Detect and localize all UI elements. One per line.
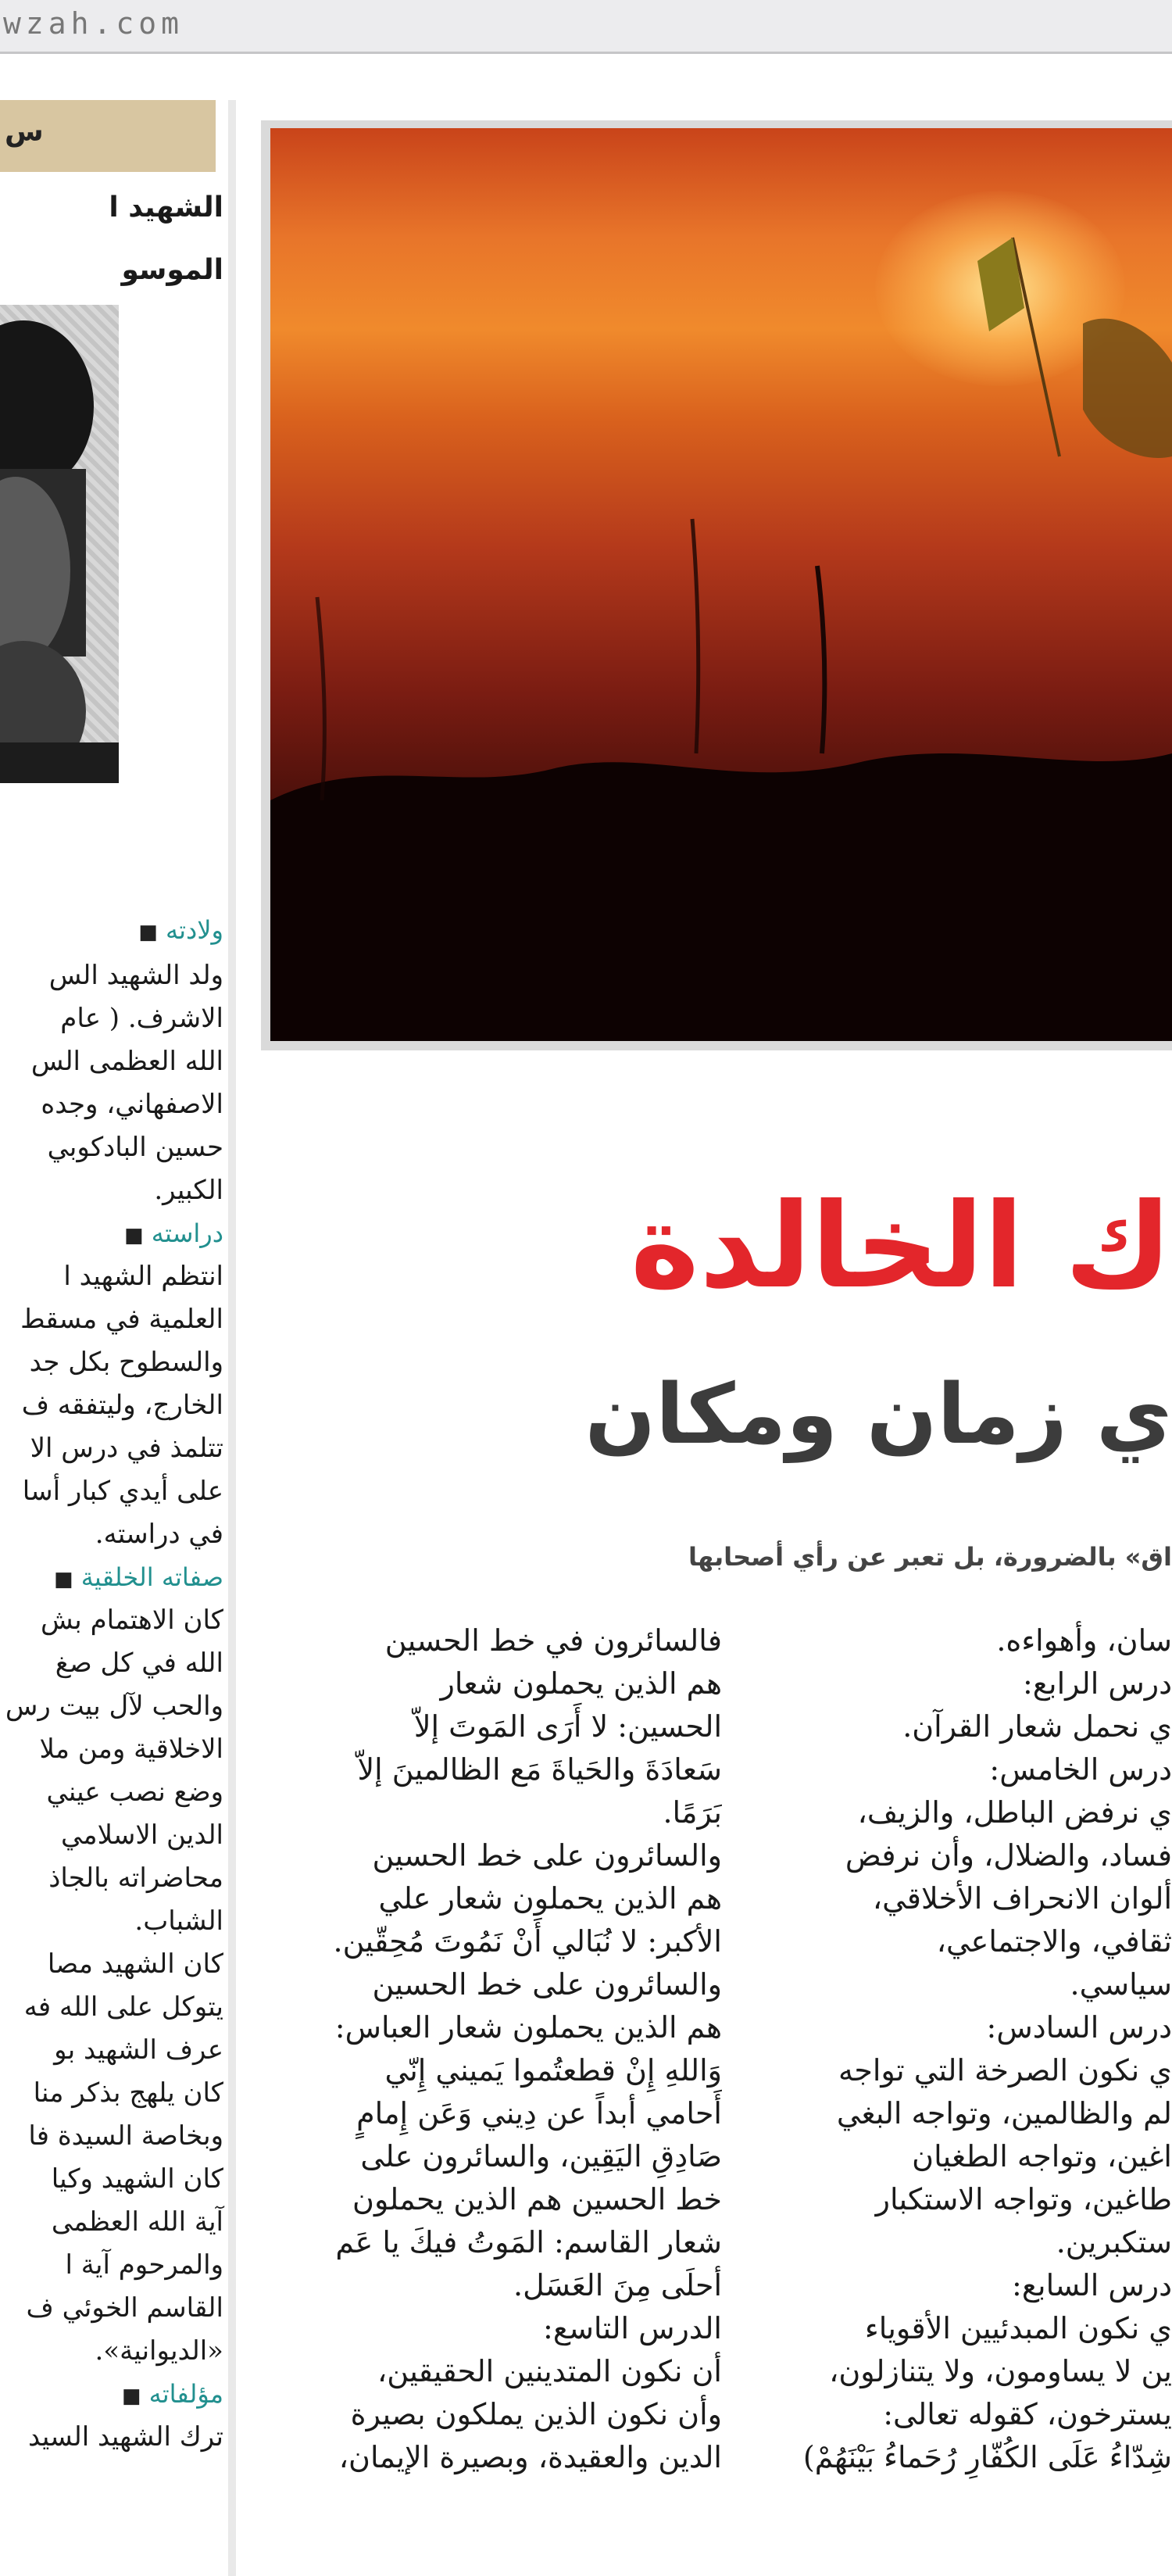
traits-line: الشباب. [134,1905,223,1937]
study-line: العلمية في مسقط [20,1304,223,1335]
traits-line: والحب لآل بيت رس [5,1690,223,1722]
traits-line: آية الله العظمى [51,2206,223,2238]
column-divider [228,100,236,2576]
study-line: والسطوح بكل جد [29,1347,223,1378]
headline-main: ك الخالدة [630,1179,1172,1315]
article-line: هم الذين يحملون شعار [440,1666,722,1701]
article-line: شِدّاءُ عَلَى الكُفّارِ رُحَماءُ بَيْنَهُمْ) [802,2440,1172,2474]
birth-line: الاصفهاني، وجده [41,1089,223,1120]
article-line: اغين، وتواجه الطغيان [912,2139,1172,2174]
birth-line: الكبير. [154,1175,223,1206]
portrait-photo [0,305,119,783]
sidebar-title-band [0,100,216,172]
study-line: الخارج، وليتفقه ف [21,1390,223,1421]
traits-line: الله في كل صغ [55,1648,223,1679]
traits-line: وبخاصة السيدة فا [28,2120,223,2152]
left-sidebar-article [0,100,227,2576]
article-line: والسائرون على خط الحسين [372,1967,722,2002]
article-line: يسترخون، كقوله تعالى: [883,2397,1172,2431]
traits-line: الاخلاقية ومن ملا [39,1733,223,1765]
article-line: شعار القاسم: المَوتُ فيكَ يا عَم [335,2225,722,2259]
article-line: هم الذين يحملون شعار علي [378,1881,722,1916]
traits-line: محاضراته بالجاذ [48,1862,223,1894]
traits-line: كان الاهتمام بش [40,1605,223,1636]
traits-line: يتوكل على الله فه [23,1991,223,2023]
section-heading-works: مؤلفاته ■ [121,2379,223,2409]
traits-line: كان الشهيد مصا [47,1948,223,1980]
browser-address-bar[interactable] [0,0,1172,54]
article-line: خط الحسين هم الذين يحملون [352,2182,722,2216]
article-line: هم الذين يحملون شعار العباس: [334,2010,722,2045]
url-text: wzah.com [3,6,184,41]
sidebar-title-line: الشهيد ا [109,191,223,224]
portrait-figure [0,305,119,783]
article-line: ثقافي، والاجتماعي، [936,1924,1172,1959]
traits-line: «الديوانية». [95,2335,223,2367]
headline-sub: ي زمان ومكان [584,1366,1172,1462]
study-line: انتظم الشهيد ا [63,1261,223,1292]
section-heading-traits: صفاته الخلقية ■ [54,1562,223,1592]
article-line: الدين والعقيدة، وبصيرة الإيمان، [338,2440,722,2474]
study-line: تتلمذ في درس الا [30,1433,223,1464]
article-line: سَعادَةَ والحَياةَ مَع الظالمينَ إلاّ [357,1752,722,1787]
hero-image [270,128,1172,1041]
article-line: درس الخامس: [989,1752,1172,1787]
traits-line: الدين الاسلامي [61,1819,223,1851]
article-line: بَرَمًا. [663,1795,722,1830]
article-line: فالسائرون في خط الحسين [384,1623,722,1658]
traits-line: عرف الشهيد بو [54,2034,223,2066]
article-line: والسائرون على خط الحسين [372,1838,722,1873]
article-line: الحسين: لا أَرَى المَوتَ إلاّ [413,1709,722,1744]
article-line: فساد، والضلال، وأن نرفض [845,1838,1172,1873]
hero-silhouettes [270,128,1172,1041]
article-line: أحلَى مِنَ العَسَل. [513,2268,722,2302]
article-line: الأكبر: لا نُبَالي أَنْ نَمُوتَ مُحِقّين. [333,1924,722,1959]
study-line: على أيدي كبار أسا [22,1476,223,1507]
traits-line: كان الشهيد وكيا [51,2163,223,2195]
article-line: طاغين، وتواجه الاستكبار [875,2182,1172,2216]
article-line: ألوان الانحراف الأخلاقي، [872,1881,1172,1916]
article-line: درس الرابع: [1022,1666,1172,1701]
works-line: ترك الشهيد السيد [27,2421,223,2453]
article-line: درس السادس: [986,2010,1172,2045]
article-line: صَادِقِ اليَقِين، والسائرون على [360,2139,722,2174]
birth-line: الاشرف. ( عام [60,1003,223,1034]
article-column-inner [264,1619,722,2576]
sidebar-title-line: الموسو [121,254,223,286]
traits-line: القاسم الخوئي ف [26,2292,223,2324]
study-line: في دراسته. [95,1519,223,1550]
band-text: س [5,116,44,148]
article-line: وأن نكون الذين يملكون بصيرة [350,2397,722,2431]
article-line: ستكبرين. [1056,2225,1172,2259]
section-heading-study: دراسته ■ [124,1218,223,1248]
article-line: ي نرفض الباطل، والزيف، [857,1795,1172,1830]
birth-line: الله العظمى الس [30,1046,223,1077]
article-line: درس السابع: [1012,2268,1172,2302]
birth-line: حسين البادكوبي [47,1132,223,1163]
article-line: أَحامي أبداً عن دِيني وَعَن إِمامٍ [356,2096,722,2131]
traits-line: وضع نصب عيني [46,1776,223,1808]
article-line: ين لا يساومون، ولا يتنازلون، [829,2354,1172,2388]
section-heading-birth: ولادته ■ [138,915,223,945]
birth-line: ولد الشهيد الس [48,960,223,991]
article-line: لم والظالمين، وتواجه البغي [836,2096,1172,2131]
traits-line: والمرحوم آية ا [65,2249,223,2281]
article-line: وَاللهِ إِنْ قطعتُموا يَميني إِنّي [384,2053,722,2088]
article-column-outer [734,1619,1172,2576]
article-line: ي نكون الصرخة التي تواجه [838,2053,1172,2088]
article-line: سياسي. [1070,1967,1172,2002]
opinion-disclaimer: اق» بالضرورة، بل تعبر عن رأي أصحابها [688,1542,1172,1572]
traits-line: كان يلهج بذكر منا [33,2077,223,2109]
article-line: أن نكون المتدينين الحقيقين، [377,2354,722,2388]
article-line: الدرس التاسع: [543,2311,722,2345]
article-line: سان، وأهواءه. [996,1623,1172,1658]
article-line: ي نكون المبدئيين الأقوياء [864,2311,1172,2345]
article-line: ي نحمل شعار القرآن. [902,1709,1172,1744]
